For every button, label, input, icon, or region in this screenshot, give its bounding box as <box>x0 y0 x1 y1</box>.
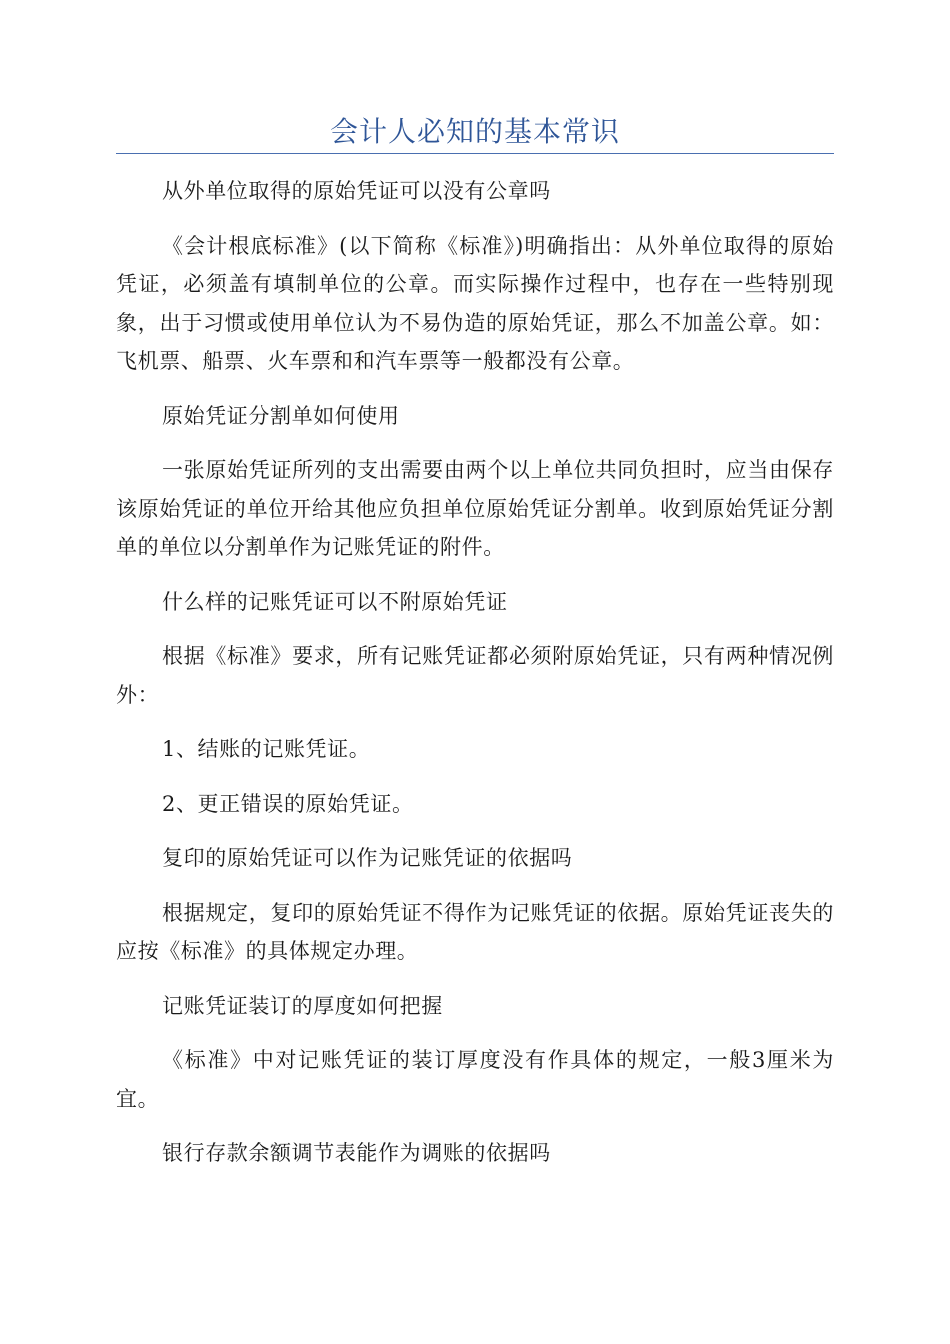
heading-split-voucher: 原始凭证分割单如何使用 <box>162 403 400 428</box>
list-item-correction: 2、更正错误的原始凭证。 <box>162 791 414 816</box>
document-title: 会计人必知的基本常识 <box>329 115 620 148</box>
paragraph-binding-thickness: 《标准》中对记账凭证的装订厚度没有作具体的规定，一般3厘米为宜。 <box>116 1048 834 1111</box>
heading-bank-reconciliation: 银行存款余额调节表能作为调账的依据吗 <box>162 1141 551 1165</box>
paragraph-attachment-rule: 根据《标准》要求，所有记账凭证都必须附原始凭证，只有两种情况例外： <box>116 644 834 707</box>
paragraph-seal-rule: 《会计根底标准》(以下简称《标准》)明确指出：从外单位取得的原始凭证，必须盖有填制单位的公章。而实际操作过程中，也存在一些特别现象，出于习惯或使用单位认为不易伪造的原始凭证，那么不加盖公章。如：飞机票、船票、火车票和和汽车票等一般都没有公章。 <box>116 233 834 373</box>
heading-no-seal: 从外单位取得的原始凭证可以没有公章吗 <box>162 179 551 203</box>
paragraph-split-voucher: 一张原始凭证所列的支出需要由两个以上单位共同负担时，应当由保存该原始凭证的单位开给其他应负担单位原始凭证分割单。收到原始凭证分割单的单位以分割单作为记账凭证的附件。 <box>116 458 834 559</box>
heading-copy-voucher: 复印的原始凭证可以作为记账凭证的依据吗 <box>162 846 573 870</box>
document-body <box>116 172 834 1173</box>
heading-no-attachment: 什么样的记账凭证可以不附原始凭证 <box>162 589 508 614</box>
title-divider <box>116 153 834 154</box>
list-item-closing-voucher: 1、结账的记账凭证。 <box>162 737 371 761</box>
paragraph-copy-voucher: 根据规定，复印的原始凭证不得作为记账凭证的依据。原始凭证丧失的应按《标准》的具体规定办理。 <box>116 900 834 963</box>
heading-binding-thickness: 记账凭证装订的厚度如何把握 <box>162 993 443 1018</box>
